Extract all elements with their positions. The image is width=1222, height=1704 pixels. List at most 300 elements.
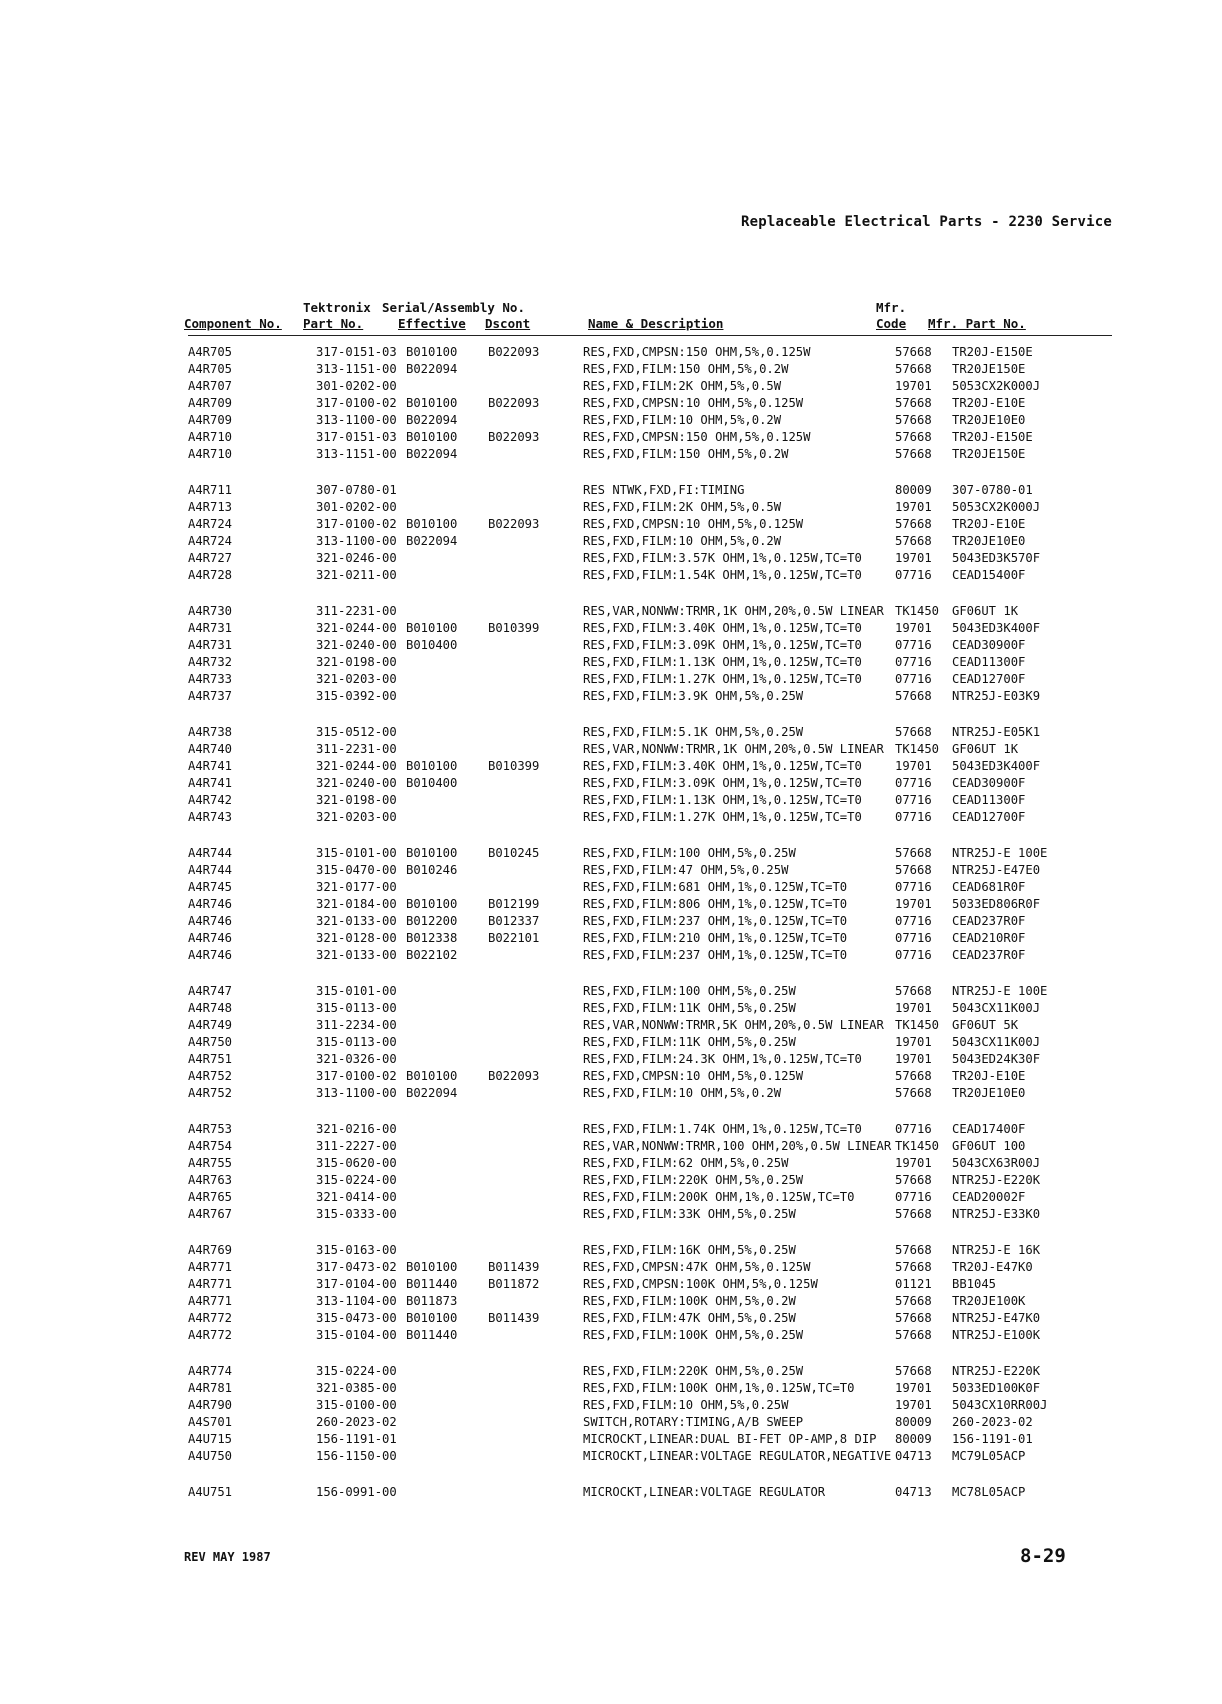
mfr-code: 57668 <box>895 1086 932 1100</box>
name-description: RES,FXD,FILM:3.9K OHM,5%,0.25W <box>583 689 804 703</box>
component-no: A4R705 <box>188 362 233 376</box>
serial-effective: B011873 <box>406 1294 458 1308</box>
part-no: 315-0470-00 <box>316 863 397 877</box>
row-group <box>0 724 1222 826</box>
header-mfr: Mfr. <box>876 300 907 315</box>
name-description: RES,FXD,CMPSN:150 OHM,5%,0.125W <box>583 345 811 359</box>
mfr-part-no: NTR25J-E05K1 <box>952 725 1041 739</box>
part-no: 313-1151-00 <box>316 362 397 376</box>
table-row <box>0 1484 1222 1501</box>
part-no: 315-0473-00 <box>316 1311 397 1325</box>
table-row <box>0 809 1222 826</box>
table-row <box>0 724 1222 741</box>
component-no: A4R741 <box>188 759 233 773</box>
component-no: A4R732 <box>188 655 233 669</box>
serial-dscont: B011439 <box>488 1260 540 1274</box>
part-no: 317-0151-03 <box>316 345 397 359</box>
mfr-code: 07716 <box>895 776 932 790</box>
serial-dscont: B011439 <box>488 1311 540 1325</box>
table-row <box>0 533 1222 550</box>
part-no: 315-0101-00 <box>316 846 397 860</box>
part-no: 315-0224-00 <box>316 1364 397 1378</box>
serial-dscont: B011872 <box>488 1277 540 1291</box>
mfr-part-no: CEAD11300F <box>952 793 1026 807</box>
part-no: 321-0198-00 <box>316 793 397 807</box>
part-no: 311-2227-00 <box>316 1139 397 1153</box>
mfr-code: 07716 <box>895 1122 932 1136</box>
part-no: 313-1100-00 <box>316 534 397 548</box>
name-description: RES,FXD,FILM:3.40K OHM,1%,0.125W,TC=T0 <box>583 621 862 635</box>
name-description: RES,FXD,FILM:47 OHM,5%,0.25W <box>583 863 789 877</box>
mfr-code: 19701 <box>895 1001 932 1015</box>
mfr-code: 57668 <box>895 345 932 359</box>
component-no: A4R738 <box>188 725 233 739</box>
name-description: RES,FXD,FILM:10 OHM,5%,0.2W <box>583 1086 782 1100</box>
mfr-part-no: TR20JE10E0 <box>952 413 1026 427</box>
serial-effective: B010100 <box>406 846 458 860</box>
mfr-code: 57668 <box>895 447 932 461</box>
part-no: 301-0202-00 <box>316 379 397 393</box>
part-no: 311-2231-00 <box>316 742 397 756</box>
name-description: MICROCKT,LINEAR:DUAL BI-FET OP-AMP,8 DIP <box>583 1432 877 1446</box>
mfr-code: 57668 <box>895 863 932 877</box>
mfr-part-no: NTR25J-E33K0 <box>952 1207 1041 1221</box>
component-no: A4R746 <box>188 931 233 945</box>
component-no: A4R771 <box>188 1277 233 1291</box>
mfr-code: 04713 <box>895 1449 932 1463</box>
mfr-part-no: 260-2023-02 <box>952 1415 1033 1429</box>
mfr-part-no: CEAD11300F <box>952 655 1026 669</box>
mfr-part-no: NTR25J-E 100E <box>952 846 1048 860</box>
serial-effective: B010100 <box>406 897 458 911</box>
part-no: 321-0244-00 <box>316 621 397 635</box>
table-row <box>0 741 1222 758</box>
component-no: A4R741 <box>188 776 233 790</box>
component-no: A4R709 <box>188 396 233 410</box>
table-row <box>0 1138 1222 1155</box>
mfr-part-no: CEAD30900F <box>952 776 1026 790</box>
name-description: RES,FXD,FILM:47K OHM,5%,0.25W <box>583 1311 796 1325</box>
name-description: RES,FXD,FILM:220K OHM,5%,0.25W <box>583 1173 804 1187</box>
component-no: A4R742 <box>188 793 233 807</box>
serial-effective: B010100 <box>406 1311 458 1325</box>
name-description: RES,FXD,FILM:33K OHM,5%,0.25W <box>583 1207 796 1221</box>
name-description: RES,VAR,NONWW:TRMR,1K OHM,20%,0.5W LINEAR <box>583 604 884 618</box>
serial-effective: B010100 <box>406 396 458 410</box>
table-row <box>0 1397 1222 1414</box>
component-no: A4R731 <box>188 621 233 635</box>
mfr-part-no: MC79L05ACP <box>952 1449 1026 1463</box>
name-description: RES,FXD,CMPSN:47K OHM,5%,0.125W <box>583 1260 811 1274</box>
serial-effective: B010100 <box>406 1069 458 1083</box>
component-no: A4R707 <box>188 379 233 393</box>
serial-effective: B010100 <box>406 430 458 444</box>
serial-effective: B012200 <box>406 914 458 928</box>
component-no: A4U751 <box>188 1485 233 1499</box>
table-row <box>0 983 1222 1000</box>
header-component-no: Component No. <box>184 316 282 331</box>
part-no: 315-0113-00 <box>316 1001 397 1015</box>
mfr-part-no: TR20J-E10E <box>952 396 1026 410</box>
component-no: A4R728 <box>188 568 233 582</box>
mfr-code: 07716 <box>895 880 932 894</box>
component-no: A4R772 <box>188 1311 233 1325</box>
table-row <box>0 567 1222 584</box>
part-no: 321-0133-00 <box>316 948 397 962</box>
component-no: A4R763 <box>188 1173 233 1187</box>
row-group <box>0 603 1222 705</box>
component-no: A4R724 <box>188 534 233 548</box>
serial-effective: B010400 <box>406 776 458 790</box>
serial-effective: B010246 <box>406 863 458 877</box>
name-description: RES,FXD,FILM:150 OHM,5%,0.2W <box>583 447 789 461</box>
mfr-code: 19701 <box>895 1381 932 1395</box>
mfr-code: TK1450 <box>895 1139 940 1153</box>
mfr-part-no: CEAD237R0F <box>952 914 1026 928</box>
name-description: RES,VAR,NONWW:TRMR,1K OHM,20%,0.5W LINEAR <box>583 742 884 756</box>
mfr-part-no: CEAD210R0F <box>952 931 1026 945</box>
mfr-code: 07716 <box>895 672 932 686</box>
component-no: A4U715 <box>188 1432 233 1446</box>
mfr-part-no: NTR25J-E220K <box>952 1173 1041 1187</box>
mfr-part-no: 5043ED3K570F <box>952 551 1041 565</box>
serial-dscont: B012337 <box>488 914 540 928</box>
table-row <box>0 1189 1222 1206</box>
component-no: A4R771 <box>188 1260 233 1274</box>
table-row <box>0 688 1222 705</box>
name-description: RES,FXD,FILM:3.57K OHM,1%,0.125W,TC=T0 <box>583 551 862 565</box>
name-description: RES,FXD,FILM:10 OHM,5%,0.2W <box>583 534 782 548</box>
part-no: 315-0104-00 <box>316 1328 397 1342</box>
mfr-code: 57668 <box>895 1207 932 1221</box>
part-no: 313-1151-00 <box>316 447 397 461</box>
name-description: RES,FXD,FILM:150 OHM,5%,0.2W <box>583 362 789 376</box>
mfr-part-no: 5043ED3K400F <box>952 759 1041 773</box>
table-row <box>0 446 1222 463</box>
part-no: 315-0512-00 <box>316 725 397 739</box>
table-row <box>0 930 1222 947</box>
mfr-part-no: CEAD15400F <box>952 568 1026 582</box>
component-no: A4R750 <box>188 1035 233 1049</box>
part-no: 321-0203-00 <box>316 672 397 686</box>
name-description: RES,FXD,FILM:1.13K OHM,1%,0.125W,TC=T0 <box>583 655 862 669</box>
part-no: 307-0780-01 <box>316 483 397 497</box>
part-no: 315-0100-00 <box>316 1398 397 1412</box>
name-description: RES,FXD,CMPSN:100K OHM,5%,0.125W <box>583 1277 818 1291</box>
table-row <box>0 1363 1222 1380</box>
table-row <box>0 1206 1222 1223</box>
mfr-code: 07716 <box>895 655 932 669</box>
mfr-part-no: TR20J-E10E <box>952 517 1026 531</box>
mfr-part-no: GF06UT 1K <box>952 742 1019 756</box>
mfr-part-no: GF06UT 1K <box>952 604 1019 618</box>
serial-dscont: B022093 <box>488 345 540 359</box>
name-description: RES,FXD,FILM:100K OHM,5%,0.25W <box>583 1328 804 1342</box>
mfr-code: 57668 <box>895 1069 932 1083</box>
name-description: RES,FXD,FILM:100 OHM,5%,0.25W <box>583 984 796 998</box>
part-no: 321-0240-00 <box>316 638 397 652</box>
name-description: RES NTWK,FXD,FI:TIMING <box>583 483 745 497</box>
table-row <box>0 862 1222 879</box>
component-no: A4R745 <box>188 880 233 894</box>
row-group <box>0 845 1222 964</box>
mfr-part-no: CEAD30900F <box>952 638 1026 652</box>
name-description: RES,FXD,FILM:11K OHM,5%,0.25W <box>583 1035 796 1049</box>
component-no: A4R754 <box>188 1139 233 1153</box>
part-no: 321-0246-00 <box>316 551 397 565</box>
serial-effective: B012338 <box>406 931 458 945</box>
mfr-part-no: CEAD12700F <box>952 672 1026 686</box>
component-no: A4R733 <box>188 672 233 686</box>
component-no: A4R737 <box>188 689 233 703</box>
component-no: A4R752 <box>188 1069 233 1083</box>
component-no: A4R752 <box>188 1086 233 1100</box>
name-description: RES,FXD,FILM:24.3K OHM,1%,0.125W,TC=T0 <box>583 1052 862 1066</box>
part-no: 317-0100-02 <box>316 1069 397 1083</box>
component-no: A4R746 <box>188 914 233 928</box>
row-group <box>0 1242 1222 1344</box>
name-description: RES,FXD,FILM:100K OHM,5%,0.2W <box>583 1294 796 1308</box>
serial-effective: B010100 <box>406 345 458 359</box>
part-no: 315-0163-00 <box>316 1243 397 1257</box>
part-no: 321-0385-00 <box>316 1381 397 1395</box>
mfr-part-no: NTR25J-E100K <box>952 1328 1041 1342</box>
mfr-part-no: GF06UT 100 <box>952 1139 1026 1153</box>
table-row <box>0 947 1222 964</box>
header-name-description: Name & Description <box>588 316 724 331</box>
table-row <box>0 1000 1222 1017</box>
part-no: 317-0100-02 <box>316 396 397 410</box>
component-no: A4R743 <box>188 810 233 824</box>
part-no: 321-0133-00 <box>316 914 397 928</box>
part-no: 321-0128-00 <box>316 931 397 945</box>
mfr-code: 57668 <box>895 430 932 444</box>
part-no: 313-1100-00 <box>316 1086 397 1100</box>
mfr-code: 57668 <box>895 362 932 376</box>
component-no: A4R772 <box>188 1328 233 1342</box>
serial-dscont: B022093 <box>488 517 540 531</box>
name-description: RES,FXD,FILM:2K OHM,5%,0.5W <box>583 500 782 514</box>
name-description: RES,VAR,NONWW:TRMR,5K OHM,20%,0.5W LINEAR <box>583 1018 884 1032</box>
table-row <box>0 775 1222 792</box>
component-no: A4R747 <box>188 984 233 998</box>
mfr-code: 80009 <box>895 1432 932 1446</box>
name-description: RES,FXD,FILM:237 OHM,1%,0.125W,TC=T0 <box>583 914 848 928</box>
table-row <box>0 344 1222 361</box>
part-no: 321-0211-00 <box>316 568 397 582</box>
mfr-code: 19701 <box>895 1156 932 1170</box>
mfr-part-no: NTR25J-E03K9 <box>952 689 1041 703</box>
row-group <box>0 1363 1222 1465</box>
part-no: 321-0216-00 <box>316 1122 397 1136</box>
name-description: RES,FXD,FILM:3.40K OHM,1%,0.125W,TC=T0 <box>583 759 862 773</box>
table-row <box>0 1085 1222 1102</box>
name-description: RES,FXD,FILM:3.09K OHM,1%,0.125W,TC=T0 <box>583 776 862 790</box>
part-no: 156-1191-01 <box>316 1432 397 1446</box>
row-group <box>0 983 1222 1102</box>
mfr-code: 19701 <box>895 759 932 773</box>
table-row <box>0 637 1222 654</box>
name-description: MICROCKT,LINEAR:VOLTAGE REGULATOR,NEGATIVE <box>583 1449 892 1463</box>
mfr-part-no: 5033ED100K0F <box>952 1381 1041 1395</box>
row-group <box>0 344 1222 463</box>
name-description: RES,FXD,FILM:220K OHM,5%,0.25W <box>583 1364 804 1378</box>
name-description: RES,FXD,FILM:10 OHM,5%,0.2W <box>583 413 782 427</box>
name-description: RES,FXD,FILM:1.27K OHM,1%,0.125W,TC=T0 <box>583 810 862 824</box>
mfr-code: 19701 <box>895 500 932 514</box>
part-no: 315-0620-00 <box>316 1156 397 1170</box>
part-no: 321-0198-00 <box>316 655 397 669</box>
mfr-part-no: TR20JE100K <box>952 1294 1026 1308</box>
component-no: A4R710 <box>188 447 233 461</box>
component-no: A4R753 <box>188 1122 233 1136</box>
name-description: RES,FXD,CMPSN:150 OHM,5%,0.125W <box>583 430 811 444</box>
mfr-part-no: TR20JE10E0 <box>952 534 1026 548</box>
mfr-code: 07716 <box>895 948 932 962</box>
serial-effective: B011440 <box>406 1328 458 1342</box>
mfr-part-no: TR20J-E150E <box>952 430 1033 444</box>
table-row <box>0 879 1222 896</box>
serial-effective: B010400 <box>406 638 458 652</box>
serial-effective: B010100 <box>406 517 458 531</box>
table-row <box>0 1068 1222 1085</box>
mfr-code: TK1450 <box>895 604 940 618</box>
part-no: 321-0414-00 <box>316 1190 397 1204</box>
mfr-code: 19701 <box>895 1398 932 1412</box>
mfr-part-no: 5053CX2K000J <box>952 379 1041 393</box>
table-row <box>0 1051 1222 1068</box>
mfr-part-no: 5043CX63R00J <box>952 1156 1041 1170</box>
table-row <box>0 913 1222 930</box>
serial-dscont: B022101 <box>488 931 540 945</box>
mfr-code: 57668 <box>895 534 932 548</box>
table-row <box>0 1017 1222 1034</box>
table-row <box>0 1172 1222 1189</box>
table-row <box>0 1310 1222 1327</box>
row-group <box>0 482 1222 584</box>
serial-dscont: B010399 <box>488 759 540 773</box>
name-description: RES,FXD,CMPSN:10 OHM,5%,0.125W <box>583 396 804 410</box>
component-no: A4R746 <box>188 948 233 962</box>
component-no: A4R755 <box>188 1156 233 1170</box>
mfr-code: 57668 <box>895 725 932 739</box>
table-row <box>0 1327 1222 1344</box>
running-header: Replaceable Electrical Parts - 2230 Service <box>740 214 1112 230</box>
component-no: A4R749 <box>188 1018 233 1032</box>
revision-date: REV MAY 1987 <box>184 1550 271 1564</box>
part-no: 317-0104-00 <box>316 1277 397 1291</box>
component-no: A4R713 <box>188 500 233 514</box>
component-no: A4R724 <box>188 517 233 531</box>
name-description: RES,FXD,FILM:1.74K OHM,1%,0.125W,TC=T0 <box>583 1122 862 1136</box>
serial-dscont: B022093 <box>488 430 540 444</box>
name-description: RES,FXD,CMPSN:10 OHM,5%,0.125W <box>583 1069 804 1083</box>
mfr-code: 19701 <box>895 1035 932 1049</box>
table-row <box>0 1431 1222 1448</box>
table-row <box>0 845 1222 862</box>
mfr-part-no: 5043CX11K00J <box>952 1035 1041 1049</box>
mfr-code: 07716 <box>895 1190 932 1204</box>
serial-dscont: B012199 <box>488 897 540 911</box>
table-row <box>0 1155 1222 1172</box>
mfr-part-no: 156-1191-01 <box>952 1432 1033 1446</box>
component-no: A4R711 <box>188 483 233 497</box>
mfr-code: 57668 <box>895 1311 932 1325</box>
mfr-code: 01121 <box>895 1277 932 1291</box>
table-row <box>0 603 1222 620</box>
mfr-part-no: TR20JE10E0 <box>952 1086 1026 1100</box>
part-no: 321-0240-00 <box>316 776 397 790</box>
mfr-part-no: NTR25J-E 100E <box>952 984 1048 998</box>
table-row <box>0 1242 1222 1259</box>
mfr-part-no: NTR25J-E 16K <box>952 1243 1041 1257</box>
mfr-code: 07716 <box>895 793 932 807</box>
name-description: RES,FXD,FILM:2K OHM,5%,0.5W <box>583 379 782 393</box>
component-no: A4R774 <box>188 1364 233 1378</box>
serial-effective: B011440 <box>406 1277 458 1291</box>
mfr-part-no: NTR25J-E220K <box>952 1364 1041 1378</box>
mfr-part-no: 5043ED3K400F <box>952 621 1041 635</box>
name-description: RES,FXD,FILM:16K OHM,5%,0.25W <box>583 1243 796 1257</box>
mfr-code: 57668 <box>895 1294 932 1308</box>
part-no: 315-0392-00 <box>316 689 397 703</box>
serial-effective: B010100 <box>406 1260 458 1274</box>
table-row <box>0 654 1222 671</box>
table-row <box>0 361 1222 378</box>
table-row <box>0 482 1222 499</box>
component-no: A4R781 <box>188 1381 233 1395</box>
table-row <box>0 1276 1222 1293</box>
header-dscont: Dscont <box>485 316 531 331</box>
table-row <box>0 1034 1222 1051</box>
part-no: 156-0991-00 <box>316 1485 397 1499</box>
table-row <box>0 412 1222 429</box>
table-row <box>0 1121 1222 1138</box>
mfr-code: 57668 <box>895 984 932 998</box>
part-no: 321-0203-00 <box>316 810 397 824</box>
component-no: A4R771 <box>188 1294 233 1308</box>
name-description: RES,FXD,FILM:1.54K OHM,1%,0.125W,TC=T0 <box>583 568 862 582</box>
component-no: A4R769 <box>188 1243 233 1257</box>
mfr-part-no: CEAD681R0F <box>952 880 1026 894</box>
table-row <box>0 1293 1222 1310</box>
serial-dscont: B022093 <box>488 396 540 410</box>
name-description: RES,FXD,FILM:100 OHM,5%,0.25W <box>583 846 796 860</box>
part-no: 321-0244-00 <box>316 759 397 773</box>
mfr-code: 57668 <box>895 1328 932 1342</box>
component-no: A4R748 <box>188 1001 233 1015</box>
mfr-code: 57668 <box>895 846 932 860</box>
serial-effective: B022094 <box>406 413 458 427</box>
mfr-code: 19701 <box>895 897 932 911</box>
header-part-no: Part No. <box>303 316 364 331</box>
part-no: 311-2234-00 <box>316 1018 397 1032</box>
mfr-code: 57668 <box>895 1260 932 1274</box>
part-no: 317-0151-03 <box>316 430 397 444</box>
name-description: RES,VAR,NONWW:TRMR,100 OHM,20%,0.5W LINEAR <box>583 1139 892 1153</box>
table-row <box>0 1448 1222 1465</box>
component-no: A4R727 <box>188 551 233 565</box>
name-description: RES,FXD,FILM:237 OHM,1%,0.125W,TC=T0 <box>583 948 848 962</box>
name-description: RES,FXD,FILM:11K OHM,5%,0.25W <box>583 1001 796 1015</box>
serial-dscont: B022093 <box>488 1069 540 1083</box>
component-no: A4R765 <box>188 1190 233 1204</box>
mfr-part-no: 5033ED806R0F <box>952 897 1041 911</box>
component-no: A4R731 <box>188 638 233 652</box>
part-no: 317-0100-02 <box>316 517 397 531</box>
name-description: RES,FXD,FILM:100K OHM,1%,0.125W,TC=T0 <box>583 1381 855 1395</box>
mfr-code: 80009 <box>895 483 932 497</box>
